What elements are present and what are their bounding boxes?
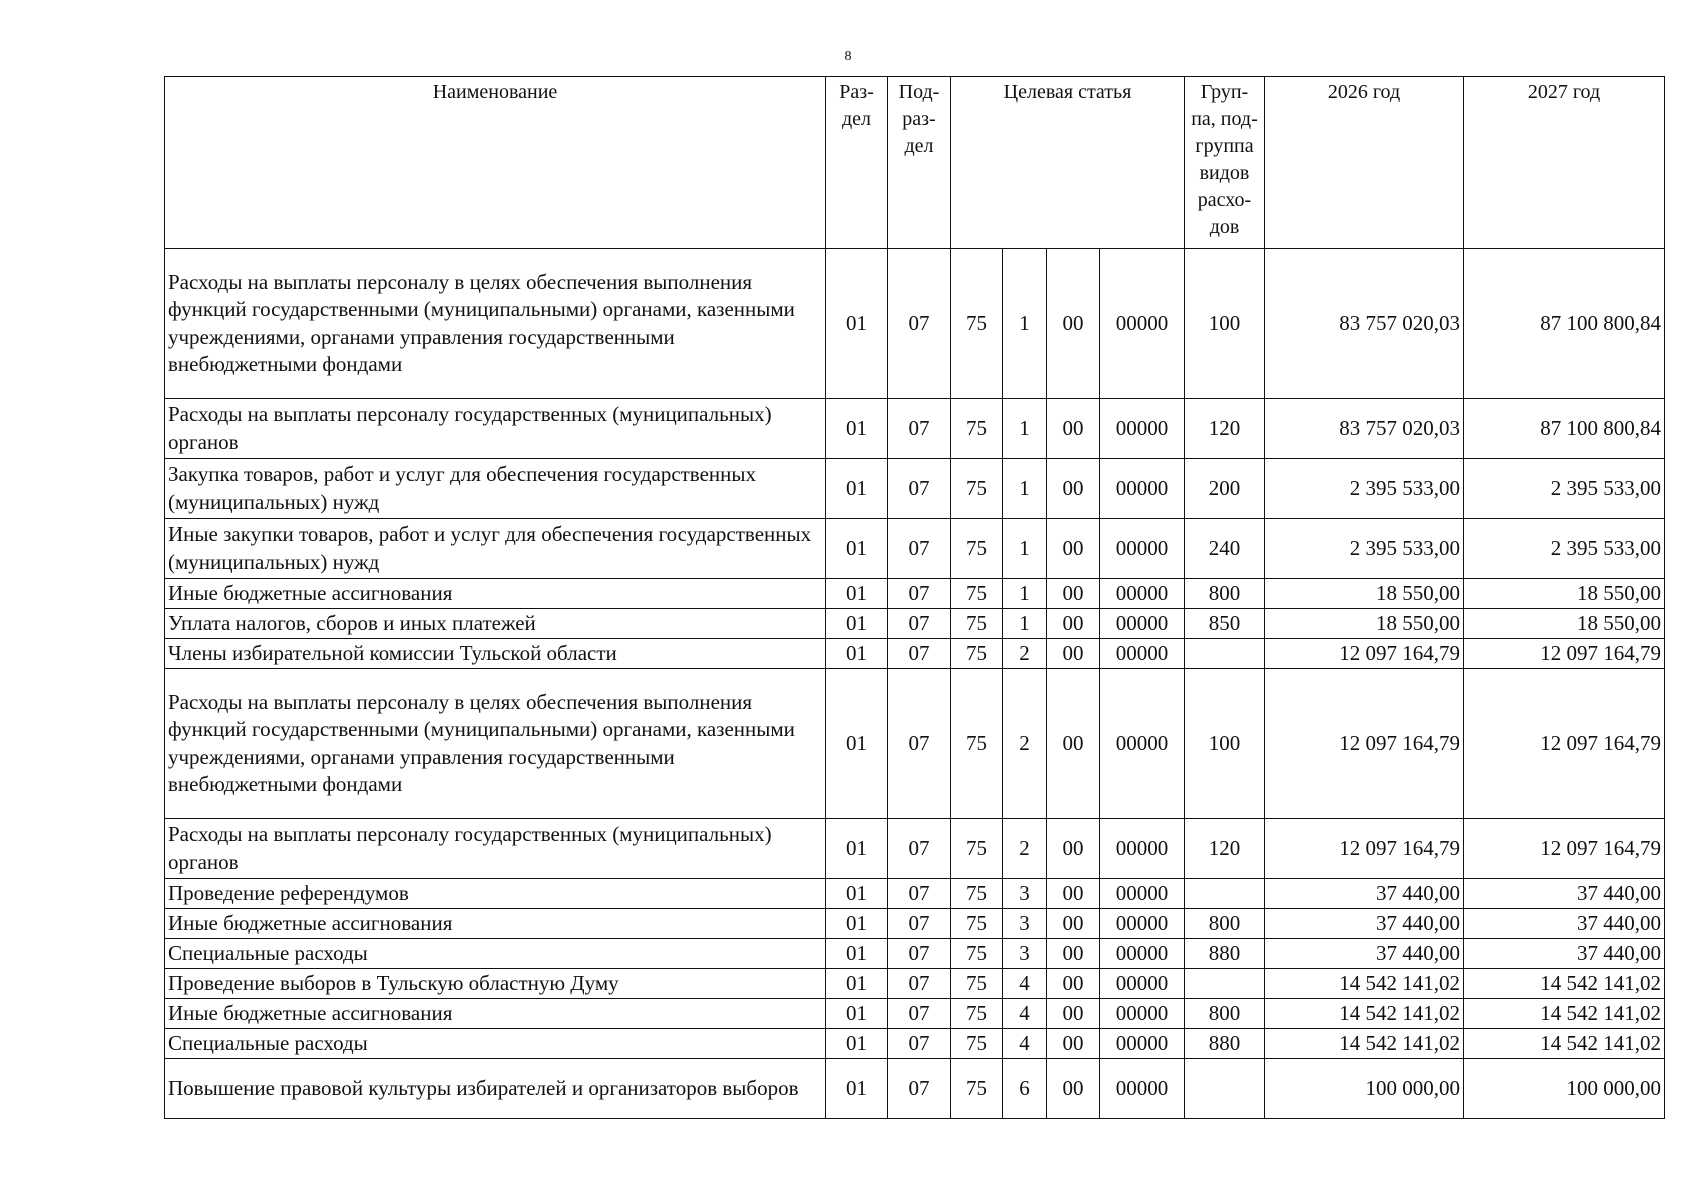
- row-amount-2027: 12 097 164,79: [1464, 639, 1665, 669]
- row-subsection: 07: [888, 999, 951, 1029]
- row-target-subprogram: 1: [1003, 459, 1047, 519]
- row-amount-2027: 37 440,00: [1464, 939, 1665, 969]
- row-target-program: 75: [951, 909, 1003, 939]
- row-expense-group: 200: [1185, 459, 1265, 519]
- table-row: [165, 399, 1665, 459]
- row-target-program: 75: [951, 969, 1003, 999]
- row-expense-group: 120: [1185, 399, 1265, 459]
- row-target-direction: 00000: [1100, 819, 1185, 879]
- row-amount-2027: 14 542 141,02: [1464, 969, 1665, 999]
- row-target-program: 75: [951, 819, 1003, 879]
- row-target-subprogram: 1: [1003, 609, 1047, 639]
- row-amount-2026: 83 757 020,03: [1265, 249, 1464, 399]
- row-amount-2026: 12 097 164,79: [1265, 669, 1464, 819]
- row-amount-2027: 87 100 800,84: [1464, 399, 1665, 459]
- table-row: [165, 939, 1665, 969]
- row-target-direction: 00000: [1100, 459, 1185, 519]
- row-expense-group: 800: [1185, 579, 1265, 609]
- row-name: Расходы на выплаты персоналу в целях обеспечения выполнения функций государственными (муниципальными) органами, казенными учреждениями, органами управления государственными внебюджетными фондами: [165, 669, 826, 819]
- row-name: Специальные расходы: [165, 1029, 826, 1059]
- header-year-2026: 2026 год: [1265, 77, 1464, 249]
- row-target-subprogram: 4: [1003, 969, 1047, 999]
- row-target-direction: 00000: [1100, 669, 1185, 819]
- row-amount-2027: 14 542 141,02: [1464, 1029, 1665, 1059]
- row-name: Расходы на выплаты персоналу государственных (муниципальных) органов: [165, 399, 826, 459]
- header-section: Раз- дел: [826, 77, 888, 249]
- row-target-direction: 00000: [1100, 1029, 1185, 1059]
- row-amount-2026: 12 097 164,79: [1265, 819, 1464, 879]
- table-row: [165, 519, 1665, 579]
- table-row: [165, 1059, 1665, 1119]
- table-body: [165, 249, 1665, 1119]
- row-target-program: 75: [951, 639, 1003, 669]
- table-row: [165, 819, 1665, 879]
- row-target-main-event: 00: [1047, 939, 1100, 969]
- row-section: 01: [826, 999, 888, 1029]
- row-amount-2026: 37 440,00: [1265, 879, 1464, 909]
- row-amount-2027: 100 000,00: [1464, 1059, 1665, 1119]
- table-row: [165, 579, 1665, 609]
- row-section: 01: [826, 909, 888, 939]
- row-subsection: 07: [888, 1059, 951, 1119]
- row-amount-2026: 83 757 020,03: [1265, 399, 1464, 459]
- row-subsection: 07: [888, 1029, 951, 1059]
- row-subsection: 07: [888, 639, 951, 669]
- row-target-subprogram: 4: [1003, 1029, 1047, 1059]
- row-section: 01: [826, 459, 888, 519]
- table-row: [165, 249, 1665, 399]
- row-target-direction: 00000: [1100, 399, 1185, 459]
- table-row: [165, 999, 1665, 1029]
- page-number: 8: [844, 49, 852, 64]
- row-target-subprogram: 2: [1003, 819, 1047, 879]
- row-expense-group: 800: [1185, 909, 1265, 939]
- row-target-direction: 00000: [1100, 639, 1185, 669]
- row-target-main-event: 00: [1047, 909, 1100, 939]
- table-row: [165, 1029, 1665, 1059]
- row-target-main-event: 00: [1047, 1029, 1100, 1059]
- row-target-direction: 00000: [1100, 519, 1185, 579]
- row-amount-2027: 18 550,00: [1464, 579, 1665, 609]
- table-row: [165, 909, 1665, 939]
- row-name: Члены избирательной комиссии Тульской области: [165, 639, 826, 669]
- row-target-direction: 00000: [1100, 609, 1185, 639]
- row-subsection: 07: [888, 909, 951, 939]
- table-row: [165, 969, 1665, 999]
- header-name: Наименование: [165, 77, 826, 249]
- row-target-main-event: 00: [1047, 609, 1100, 639]
- row-target-subprogram: 1: [1003, 399, 1047, 459]
- row-target-direction: 00000: [1100, 579, 1185, 609]
- header-row: [165, 77, 1665, 249]
- row-amount-2026: 2 395 533,00: [1265, 519, 1464, 579]
- row-amount-2026: 18 550,00: [1265, 579, 1464, 609]
- row-target-direction: 00000: [1100, 909, 1185, 939]
- table-row: [165, 669, 1665, 819]
- row-amount-2026: 2 395 533,00: [1265, 459, 1464, 519]
- row-target-program: 75: [951, 399, 1003, 459]
- row-target-program: 75: [951, 999, 1003, 1029]
- row-target-program: 75: [951, 1029, 1003, 1059]
- row-expense-group: 880: [1185, 939, 1265, 969]
- row-target-program: 75: [951, 939, 1003, 969]
- row-target-subprogram: 2: [1003, 669, 1047, 819]
- row-target-main-event: 00: [1047, 639, 1100, 669]
- row-target-subprogram: 2: [1003, 639, 1047, 669]
- row-expense-group: [1185, 1059, 1265, 1119]
- row-expense-group: 880: [1185, 1029, 1265, 1059]
- row-subsection: 07: [888, 669, 951, 819]
- row-target-program: 75: [951, 879, 1003, 909]
- row-subsection: 07: [888, 939, 951, 969]
- row-section: 01: [826, 939, 888, 969]
- row-amount-2027: 14 542 141,02: [1464, 999, 1665, 1029]
- row-amount-2027: 12 097 164,79: [1464, 669, 1665, 819]
- table-row: [165, 459, 1665, 519]
- table-row: [165, 609, 1665, 639]
- row-section: 01: [826, 609, 888, 639]
- row-amount-2027: 18 550,00: [1464, 609, 1665, 639]
- row-target-main-event: 00: [1047, 249, 1100, 399]
- row-name: Иные закупки товаров, работ и услуг для обеспечения государственных (муниципальных) нужд: [165, 519, 826, 579]
- row-amount-2026: 14 542 141,02: [1265, 1029, 1464, 1059]
- row-name: Расходы на выплаты персоналу в целях обеспечения выполнения функций государственными (муниципальными) органами, казенными учреждениями, органами управления государственными внебюджетными фондами: [165, 249, 826, 399]
- row-section: 01: [826, 1029, 888, 1059]
- row-subsection: 07: [888, 879, 951, 909]
- row-target-program: 75: [951, 459, 1003, 519]
- row-target-subprogram: 4: [1003, 999, 1047, 1029]
- row-section: 01: [826, 639, 888, 669]
- row-amount-2026: 18 550,00: [1265, 609, 1464, 639]
- row-expense-group: 100: [1185, 249, 1265, 399]
- row-expense-group: [1185, 639, 1265, 669]
- row-section: 01: [826, 399, 888, 459]
- row-name: Специальные расходы: [165, 939, 826, 969]
- row-name: Иные бюджетные ассигнования: [165, 579, 826, 609]
- row-target-main-event: 00: [1047, 519, 1100, 579]
- row-expense-group: 240: [1185, 519, 1265, 579]
- row-section: 01: [826, 819, 888, 879]
- row-amount-2026: 14 542 141,02: [1265, 969, 1464, 999]
- row-subsection: 07: [888, 399, 951, 459]
- row-target-subprogram: 1: [1003, 249, 1047, 399]
- header-year-2027: 2027 год: [1464, 77, 1665, 249]
- row-section: 01: [826, 1059, 888, 1119]
- row-amount-2027: 12 097 164,79: [1464, 819, 1665, 879]
- row-expense-group: 850: [1185, 609, 1265, 639]
- row-section: 01: [826, 519, 888, 579]
- row-expense-group: 100: [1185, 669, 1265, 819]
- row-target-direction: 00000: [1100, 969, 1185, 999]
- row-expense-group: 800: [1185, 999, 1265, 1029]
- row-subsection: 07: [888, 579, 951, 609]
- row-amount-2027: 37 440,00: [1464, 909, 1665, 939]
- row-target-main-event: 00: [1047, 669, 1100, 819]
- row-section: 01: [826, 879, 888, 909]
- row-target-subprogram: 1: [1003, 579, 1047, 609]
- row-amount-2027: 2 395 533,00: [1464, 459, 1665, 519]
- row-amount-2026: 12 097 164,79: [1265, 639, 1464, 669]
- row-amount-2027: 87 100 800,84: [1464, 249, 1665, 399]
- row-target-main-event: 00: [1047, 459, 1100, 519]
- row-name: Проведение выборов в Тульскую областную Думу: [165, 969, 826, 999]
- row-target-main-event: 00: [1047, 579, 1100, 609]
- row-section: 01: [826, 579, 888, 609]
- row-amount-2026: 100 000,00: [1265, 1059, 1464, 1119]
- row-target-subprogram: 6: [1003, 1059, 1047, 1119]
- row-target-program: 75: [951, 669, 1003, 819]
- row-subsection: 07: [888, 969, 951, 999]
- row-target-direction: 00000: [1100, 879, 1185, 909]
- row-subsection: 07: [888, 459, 951, 519]
- row-target-main-event: 00: [1047, 999, 1100, 1029]
- table-row: [165, 639, 1665, 669]
- row-target-direction: 00000: [1100, 1059, 1185, 1119]
- row-target-direction: 00000: [1100, 939, 1185, 969]
- row-target-main-event: 00: [1047, 969, 1100, 999]
- row-name: Иные бюджетные ассигнования: [165, 999, 826, 1029]
- row-name: Проведение референдумов: [165, 879, 826, 909]
- header-subsection: Под- раз- дел: [888, 77, 951, 249]
- row-expense-group: [1185, 969, 1265, 999]
- row-subsection: 07: [888, 249, 951, 399]
- row-target-subprogram: 3: [1003, 939, 1047, 969]
- row-expense-group: [1185, 879, 1265, 909]
- row-target-subprogram: 1: [1003, 519, 1047, 579]
- row-name: Расходы на выплаты персоналу государственных (муниципальных) органов: [165, 819, 826, 879]
- row-target-program: 75: [951, 579, 1003, 609]
- table-row: [165, 879, 1665, 909]
- row-name: Закупка товаров, работ и услуг для обеспечения государственных (муниципальных) нужд: [165, 459, 826, 519]
- row-target-main-event: 00: [1047, 879, 1100, 909]
- row-target-subprogram: 3: [1003, 879, 1047, 909]
- row-name: Повышение правовой культуры избирателей и организаторов выборов: [165, 1059, 826, 1119]
- row-subsection: 07: [888, 819, 951, 879]
- row-name: Уплата налогов, сборов и иных платежей: [165, 609, 826, 639]
- row-amount-2026: 37 440,00: [1265, 939, 1464, 969]
- budget-table: [164, 76, 1665, 1119]
- row-target-program: 75: [951, 249, 1003, 399]
- row-target-program: 75: [951, 1059, 1003, 1119]
- row-amount-2027: 37 440,00: [1464, 879, 1665, 909]
- row-target-main-event: 00: [1047, 399, 1100, 459]
- row-section: 01: [826, 249, 888, 399]
- row-target-subprogram: 3: [1003, 909, 1047, 939]
- row-amount-2026: 37 440,00: [1265, 909, 1464, 939]
- row-target-main-event: 00: [1047, 819, 1100, 879]
- row-subsection: 07: [888, 519, 951, 579]
- row-subsection: 07: [888, 609, 951, 639]
- row-target-program: 75: [951, 519, 1003, 579]
- row-target-direction: 00000: [1100, 249, 1185, 399]
- row-name: Иные бюджетные ассигнования: [165, 909, 826, 939]
- row-section: 01: [826, 969, 888, 999]
- row-section: 01: [826, 669, 888, 819]
- row-amount-2027: 2 395 533,00: [1464, 519, 1665, 579]
- row-target-program: 75: [951, 609, 1003, 639]
- row-target-direction: 00000: [1100, 999, 1185, 1029]
- header-expense-group: Груп- па, под- группа видов расхо- дов: [1185, 77, 1265, 249]
- row-amount-2026: 14 542 141,02: [1265, 999, 1464, 1029]
- row-target-main-event: 00: [1047, 1059, 1100, 1119]
- row-expense-group: 120: [1185, 819, 1265, 879]
- header-target-article: Целевая статья: [951, 77, 1185, 249]
